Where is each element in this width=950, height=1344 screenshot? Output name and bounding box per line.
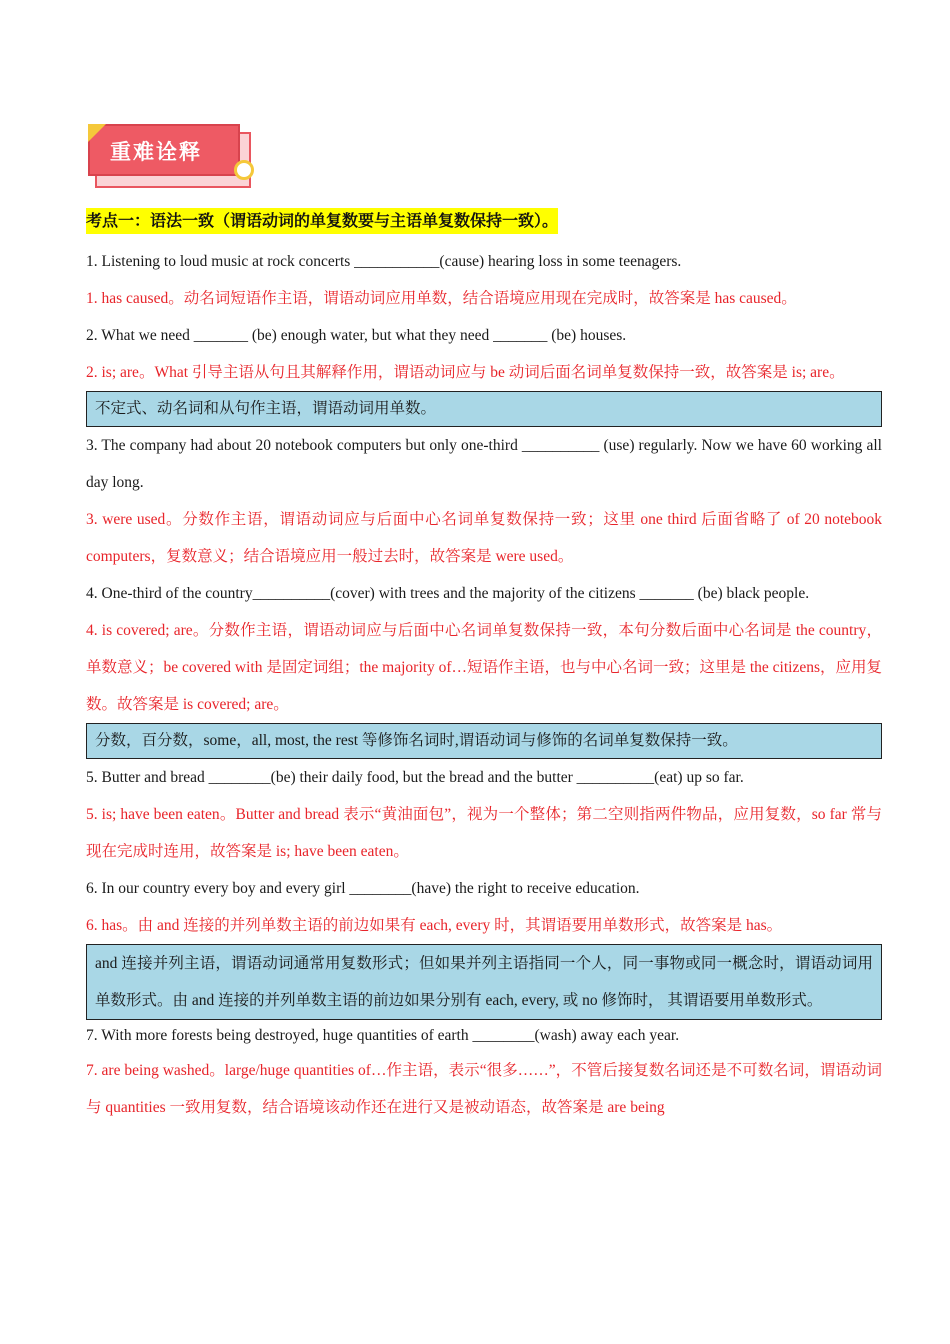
- main-content: [86, 208, 882, 1126]
- question-3: 3. The company had about 20 notebook computers but only one-third __________ (use) regularly. Now we have 60 working all day long.: [86, 437, 882, 491]
- question-1: 1. Listening to loud music at rock concerts ___________(cause) hearing loss in some teenagers.: [86, 253, 682, 270]
- question-2: 2. What we need _______ (be) enough water, but what they need _______ (be) houses.: [86, 327, 627, 344]
- badge-label: 重难诠释: [110, 140, 202, 164]
- answer-5: 5. is; have been eaten。Butter and bread 表示“黄油面包”，视为一个整体；第二空则指两件物品，应用复数，so far 常与现在完成时连用，故答案是 is; have been eaten。: [86, 806, 882, 860]
- question-4: 4. One-third of the country__________(cover) with trees and the majority of the citizens _______ (be) black people.: [86, 585, 810, 602]
- answer-1: 1. has caused。动名词短语作主语，谓语动词应用单数，结合语境应用现在完成时，故答案是 has caused。: [86, 290, 797, 307]
- answer-7: 7. are being washed。large/huge quantities of…作主语，表示“很多……”，不管后接复数名词还是不可数名词，谓语动词与 quantities 一致用复数，结合语境该动作还在进行又是被动语态，故答案是 are being: [86, 1062, 882, 1116]
- rule-note-2: 分数，百分数，some，all, most, the rest 等修饰名词时,谓语动词与修饰的名词单复数保持一致。: [86, 723, 882, 759]
- section-heading: 考点一：语法一致（谓语动词的单复数要与主语单复数保持一致）。: [86, 208, 558, 234]
- question-6: 6. In our country every boy and every girl ________(have) the right to receive education.: [86, 880, 640, 897]
- rule-note-1: 不定式、动名词和从句作主语，谓语动词用单数。: [86, 391, 882, 427]
- rule-note-3: and 连接并列主语，谓语动词通常用复数形式；但如果并列主语指同一个人，同一事物或同一概念时，谓语动词用单数形式。由 and 连接的并列单数主语的前边如果分别有 each, every, 或 no 修饰时， 其谓语要用单数形式。: [86, 944, 882, 1020]
- badge-ring-icon: [234, 160, 254, 180]
- section-badge: [88, 124, 258, 190]
- answer-4: 4. is covered; are。分数作主语，谓语动词应与后面中心名词单复数保持一致，本句分数后面中心名词是 the country，单数意义；be covered with 是固定词组；the majority of…短语作主语，也与中心名词一致；这里是 the citizens，应用复数。故答案是 is covered; are。: [86, 622, 883, 713]
- answer-2: 2. is; are。What 引导主语从句且其解释作用，谓语动词应与 be 动词后面名词单复数保持一致，故答案是 is; are。: [86, 364, 845, 381]
- badge-corner-icon: [88, 124, 106, 142]
- answer-6: 6. has。由 and 连接的并列单数主语的前边如果有 each, every 时，其谓语要用单数形式，故答案是 has。: [86, 917, 783, 934]
- answer-3: 3. were used。分数作主语，谓语动词应与后面中心名词单复数保持一致；这里 one third 后面省略了 of 20 notebook computers，复数意义；结合语境应用一般过去时，故答案是 were used。: [86, 511, 882, 565]
- question-5: 5. Butter and bread ________(be) their daily food, but the bread and the butter __________(eat) up so far.: [86, 769, 744, 786]
- question-7: 7. With more forests being destroyed, huge quantities of earth ________(wash) away each year.: [86, 1027, 680, 1044]
